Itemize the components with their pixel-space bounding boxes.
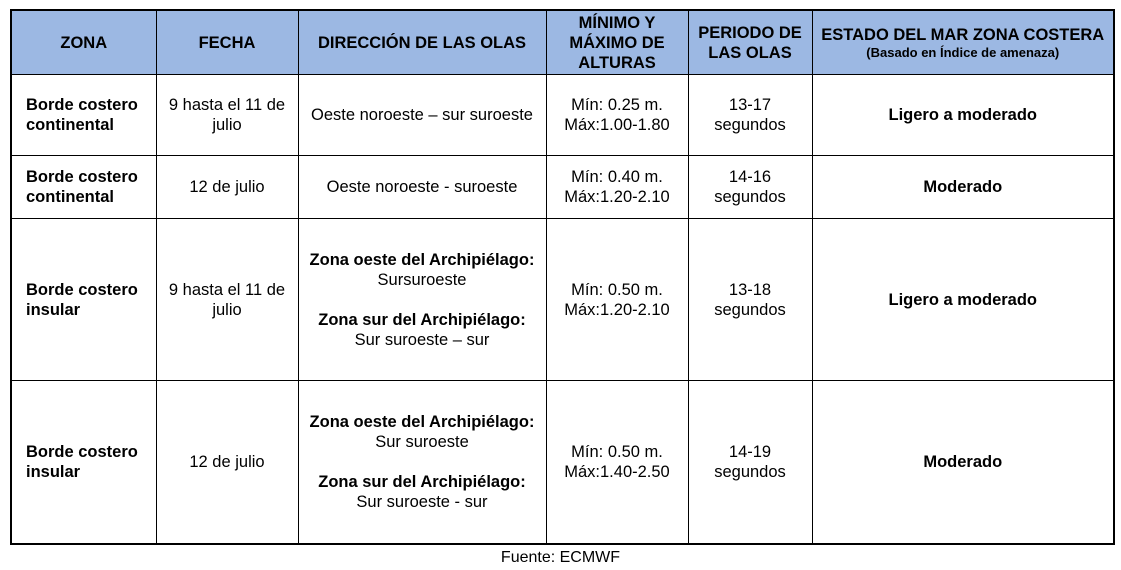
table-row [11, 219, 1114, 381]
cell-minmax [546, 75, 688, 156]
cell-zona: Borde costero insular [11, 219, 156, 381]
table-row [11, 156, 1114, 219]
cell-min: Mín: 0.50 m. [571, 442, 663, 461]
header-zona: ZONA [11, 10, 156, 75]
spacer [303, 452, 542, 472]
cell-max: Máx:1.20-2.10 [564, 188, 670, 206]
cell-zona: Borde costero insular [11, 381, 156, 544]
cell-periodo: 14-16 segundos [688, 156, 812, 219]
cell-direccion: Oeste noroeste – sur suroeste [298, 75, 546, 156]
cell-periodo: 13-17 segundos [688, 75, 812, 156]
spacer [303, 290, 542, 310]
table-row [11, 75, 1114, 156]
direccion-sur-value: Sur suroeste – sur [354, 330, 490, 349]
direccion-sur-label: Zona sur del Archipiélago: [318, 472, 526, 491]
cell-estado: Moderado [812, 381, 1114, 544]
direccion-oeste-value: Sursuroeste [377, 270, 467, 289]
cell-periodo: 13-18 segundos [688, 219, 812, 381]
header-estado-title: ESTADO DEL MAR ZONA COSTERA [821, 25, 1105, 44]
cell-zona: Borde costero continental [11, 156, 156, 219]
table-header-row [11, 10, 1114, 75]
cell-estado: Ligero a moderado [812, 75, 1114, 156]
header-direccion: DIRECCIÓN DE LAS OLAS [298, 10, 546, 75]
cell-minmax [546, 219, 688, 381]
cell-max: Máx:1.40-2.50 [564, 462, 670, 481]
table-row [11, 381, 1114, 544]
direccion-sur-value: Sur suroeste - sur [356, 492, 488, 511]
cell-minmax [546, 156, 688, 219]
cell-zona: Borde costero continental [11, 75, 156, 156]
cell-fecha: 9 hasta el 11 de julio [156, 75, 298, 156]
cell-direccion [298, 381, 546, 544]
cell-min: Mín: 0.40 m. [571, 168, 663, 186]
cell-estado: Moderado [812, 156, 1114, 219]
cell-fecha: 12 de julio [156, 381, 298, 544]
cell-fecha: 12 de julio [156, 156, 298, 219]
direccion-oeste-label: Zona oeste del Archipiélago: [309, 250, 535, 269]
cell-periodo: 14-19 segundos [688, 381, 812, 544]
header-estado [812, 10, 1114, 75]
cell-max: Máx:1.20-2.10 [564, 300, 670, 319]
header-periodo: PERIODO DE LAS OLAS [688, 10, 812, 75]
header-fecha: FECHA [156, 10, 298, 75]
cell-min: Mín: 0.50 m. [571, 280, 663, 299]
cell-estado: Ligero a moderado [812, 219, 1114, 381]
cell-minmax [546, 381, 688, 544]
cell-fecha: 9 hasta el 11 de julio [156, 219, 298, 381]
cell-direccion: Oeste noroeste - suroeste [298, 156, 546, 219]
direccion-oeste-label: Zona oeste del Archipiélago: [309, 412, 535, 431]
cell-direccion [298, 219, 546, 381]
cell-max: Máx:1.00-1.80 [564, 116, 670, 134]
source-caption: Fuente: ECMWF [500, 549, 621, 566]
header-estado-subtitle: (Basado en Índice de amenaza) [866, 44, 1060, 60]
wave-forecast-table [10, 9, 1115, 545]
direccion-sur-label: Zona sur del Archipiélago: [318, 310, 526, 329]
cell-min: Mín: 0.25 m. [571, 96, 663, 114]
header-minmax: MÍNIMO Y MÁXIMO DE ALTURAS [546, 10, 688, 75]
direccion-oeste-value: Sur suroeste [375, 432, 469, 451]
